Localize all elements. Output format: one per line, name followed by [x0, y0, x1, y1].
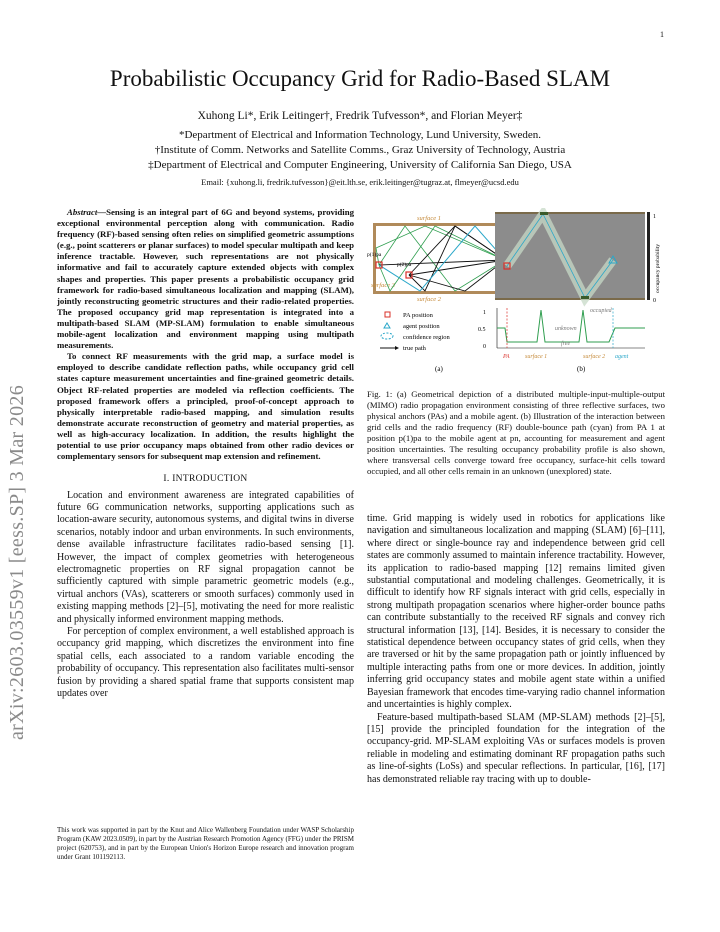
panel-b: [478, 212, 661, 373]
surface-1-label: surface 1: [417, 215, 442, 222]
surface-2-wall: [373, 291, 503, 294]
intro-paragraph-1: Location and environment awareness are integrated capabilities of future 6G communication networks, supporting applications such as location-aware security, autonomous systems, and digital twins in diverse scenarios, notably indoor and urban environments. In such environments, dense available infrastructure facilitates radio-based sensing [1]. However, the impact of complex geometries with heterogeneous electromagnetic properties on RF signal propagation cannot be sufficiently captured with simple parametric geometric models (e.g., virtual anchors (VAs), scatterers or smooth surfaces) commonly used in existing mapping methods [2]–[5], motivating the need for more realistic and physically informed environment mapping methods.: [57, 489, 354, 625]
legend-agent: agent position: [403, 323, 440, 330]
colorbar-tick-0: 0: [653, 298, 656, 304]
right-column: [367, 513, 665, 786]
paper-title: Probabilistic Occupancy Grid for Radio-Based SLAM: [109, 66, 611, 91]
right-paragraph-1: time. Grid mapping is widely used in robotics for applications like navigation and simultaneous localization and mapping (SLAM) [6]–[11], where direct or single-bounce ray and independence between grid cell states are commonly assumed to maintain inference tractability. However, its application to radio-based mapping [12] remains limited given substantial computational and modeling challenges. Geometrically, it is difficult to identify how RF signals interact with grid cells, especially in strong multipath propagation scenarios where higher-order bounce paths can contribute substantially to the received RF signals and convey rich structural information [13], [14]. Besides, it is necessary to consider the statistical dependence between occupancy states of grid cells, when they are traversed or hit by the same propagation path or jointly influenced by multiple interacting paths from one or more devices. In addition, jointly inferring grid occupancy states and mobile agent state within a unified Bayesian framework that encodes time-varying radio channel information and uncertainties is highly complex.: [367, 513, 665, 711]
surface-1-wall: [373, 223, 503, 226]
colorbar-label: occupancy probability: [655, 243, 661, 293]
abstract-label: Abstract—: [67, 207, 107, 217]
abstract-paragraph-2: To connect RF measurements with the grid map, a surface model is employed to describe candidate reflection paths, while occupancy grid cell states capture measurement uncertainties and fine-grained geometric details. Object RF-related properties are modeled via reflection coefficients. The proposed framework offers a principled, proof-of-concept approach to physically interpretable radio-based mapping, and simulation results demonstrate accurate reconstruction of geometry and material properties, as well as high-accuracy localization. In addition, the results highlight the potential to use prior occupancy maps obtained from other radio devices or complementary sensors for subsequent map extension and refinement.: [57, 351, 354, 462]
panel-a: [367, 215, 512, 373]
introduction-body: [57, 490, 354, 701]
profile-tick-05: 0.5: [478, 327, 486, 333]
abstract-paragraph-1: Sensing is an integral part of 6G and beyond systems, providing exceptional environmental perception along with communication. Radio frequency (RF)-based sensing often relies on simplified geometric assumptions (e.g., point scatterers or planar surfaces) to model specular multipath and keep inference tractable. However, such representations are not physically informative and fail to accurately capture extended objects with complex shapes and properties. This paper presents a probabilistic occupancy grid framework for radio-based simultaneous localization and mapping (SLAM), jointly reconstructing geometric structures and their radio-related properties. The proposed occupancy grid map representation is integrated into a multipath-based SLAM (MP-SLAM) formulation to enable simultaneous mobile-agent localization and environment mapping using multipath measurements.: [57, 207, 354, 351]
surface-3-label: surface 3: [371, 282, 396, 289]
pa-2-label: p(2)pa: [397, 262, 412, 268]
arxiv-stamp: arXiv:2603.03559v1 [eess.SP] 3 Mar 2026: [6, 384, 28, 740]
profile-xlabel-surface1: surface 1: [525, 354, 548, 360]
profile-xlabel-pa: PA: [503, 354, 510, 360]
profile-occupied: occupied: [590, 308, 612, 314]
right-paragraph-2: Feature-based multipath-based SLAM (MP-SLAM) methods [2]–[5], [15] provide the principled foundation for the integration of the occupancy-grid. MP-SLAM exploiting VAs or surfaces models is proven reliable in modeling and estimating dominant RF propagation paths such as line-of-sights (LoSs) and specular reflections. In particular, [16], [17] has demonstrated reliable ray tracing with up to double-: [367, 711, 665, 785]
grid-surface-2: [495, 298, 645, 300]
hit-cell-2: [581, 296, 589, 299]
profile-free: free: [561, 341, 571, 347]
panel-a-label: (a): [435, 365, 443, 373]
affiliation-1: *Department of Electrical and Information Technology, Lund University, Sweden.: [178, 129, 542, 141]
left-column: [57, 207, 354, 700]
funding-footnote: This work was supported in part by the Knut and Alice Wallenberg Foundation under WASP Scholarship Program (KAW 2023.0509), in part by the Austrian Research Promotion Agency (FFG) under the PRISM project (620753), and in part by the European Union's Horizon Europe research and innovation program under Grant 101192113.: [57, 826, 354, 861]
affiliation-3: ‡Department of Electrical and Computer Engineering, University of California San Diego, USA: [148, 159, 572, 171]
grid-surface-1: [495, 212, 645, 214]
legend-pa: PA position: [403, 312, 433, 319]
legend-agent-icon: [384, 323, 390, 328]
page-number: 1: [660, 30, 664, 39]
pa-1-label: p(1)pa: [367, 252, 382, 258]
legend-confidence: confidence region: [403, 334, 450, 341]
panel-b-label: (b): [577, 365, 586, 373]
profile-xlabel-surface2: surface 2: [583, 354, 606, 360]
section-title-introduction: I. INTRODUCTION: [163, 474, 248, 485]
abstract: [57, 207, 354, 462]
affiliation-2: †Institute of Comm. Networks and Satellite Comms., Graz University of Technology, Austria: [154, 144, 566, 156]
legend-true-path: true path: [403, 345, 426, 352]
cyan-path: [379, 226, 505, 291]
figure-1: [365, 208, 665, 378]
figure-caption: Fig. 1: (a) Geometrical depiction of a distributed multiple-input-multiple-output (MIMO) radio propagation environment consisting of three reflective surfaces, two physical anchors (PAs) and a mobile agent. (b) Illustration of the interaction between grid cells and the radio frequency (RF) double-bounce path (cyan) from PA 1 at position p(1)pa to the mobile agent at pn, accounting for measurement and agent position uncertainties. The resulting occupancy probability profile is also shown, where transversal cells converge toward free occupancy, surface-hit cells toward occupied, and all other cells remain in an unknown (unexplored) state.: [367, 389, 665, 476]
email-line: Email: {xuhong.li, fredrik.tufvesson}@eit.lth.se, erik.leitinger@tugraz.at, flmeyer@ucsd.edu: [201, 177, 519, 187]
direct-paths: [379, 226, 505, 291]
intro-paragraph-2: For perception of complex environment, a well established approach is occupancy grid mapping, which discretizes the environment into fine spatial cells, each associated to a random variable encoding the probability of occupancy. This representation also facilitates multi-sensor fusion by providing a shared spatial frame that supports consistent map updates over: [57, 626, 354, 700]
reflection-paths: [376, 226, 505, 291]
legend-arrowhead-icon: [395, 346, 399, 350]
affiliations: [0, 128, 720, 173]
colorbar: [647, 212, 650, 300]
profile-tick-0: 0: [483, 344, 486, 350]
author-list: Xuhong Li*, Erik Leitinger†, Fredrik Tufvesson*, and Florian Meyer‡: [197, 110, 523, 122]
profile-xlabel-agent: agent: [615, 354, 629, 360]
legend-pa-icon: [385, 312, 390, 317]
hit-cell-1: [540, 212, 548, 215]
profile-unknown: unknown: [555, 326, 577, 332]
colorbar-tick-1: 1: [653, 214, 656, 220]
surface-2-label: surface 2: [417, 296, 442, 303]
profile-tick-1: 1: [483, 310, 486, 316]
legend-confidence-icon: [381, 333, 393, 339]
